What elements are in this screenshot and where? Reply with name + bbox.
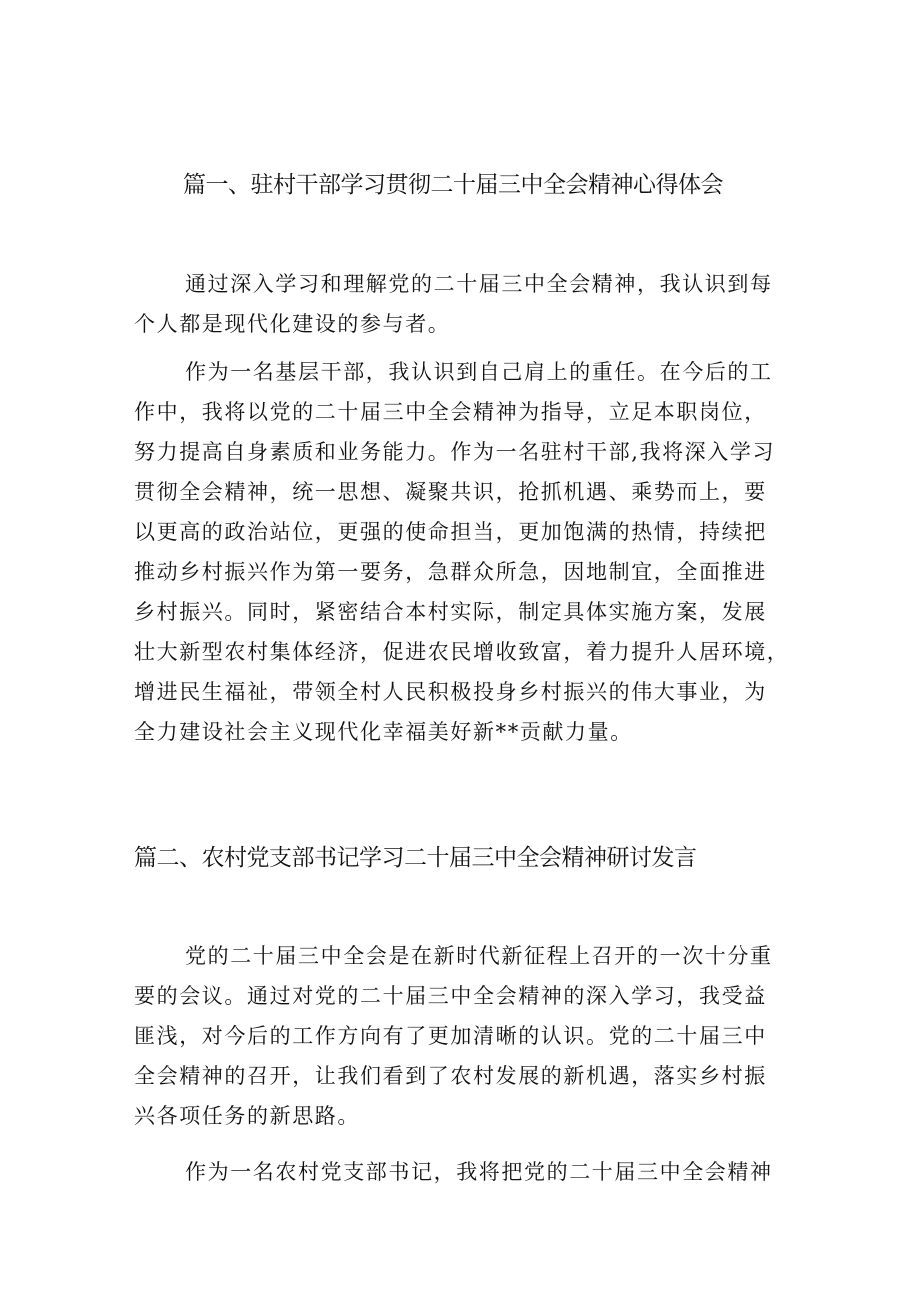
section-2-title: 篇二、农村党支部书记学习二十届三中全会精神研讨发言 (134, 845, 697, 871)
text-line: 全力建设社会主义现代化幸福美好新**贡献力量。 (134, 720, 633, 744)
text-line: 个人都是现代化建设的参与者。 (134, 312, 451, 336)
section-2-paragraph-2 (134, 1152, 794, 1192)
text-line: 以更高的政治站位，更强的使命担当，更加饱满的热情，持续把 (134, 520, 767, 544)
section-2-paragraph-1 (134, 936, 794, 1136)
text-line: 兴各项任务的新思路。 (134, 1104, 360, 1128)
text-line: 作中，我将以党的二十届三中全会精神为指导，立足本职岗位， (134, 400, 767, 424)
text-line: 匪浅，对今后的工作方向有了更加清晰的认识。党的二十届三中 (134, 1024, 767, 1048)
text-line: 贯彻全会精神，统一思想、凝聚共识，抢抓机遇、乘势而上，要 (134, 480, 767, 504)
text-line: 通过深入学习和理解党的二十届三中全会精神，我认识到每 (185, 272, 773, 296)
text-line: 壮大新型农村集体经济，促进农民增收致富，着力提升人居环境， (134, 640, 790, 664)
text-line: 增进民生福祉，带领全村人民积极投身乡村振兴的伟大事业，为 (134, 680, 767, 704)
section-1-title: 篇一、驻村干部学习贯彻二十届三中全会精神心得体会 (183, 172, 723, 198)
text-line: 要的会议。通过对党的二十届三中全会精神的深入学习，我受益 (134, 984, 767, 1008)
text-line: 党的二十届三中全会是在新时代新征程上召开的一次十分重 (185, 944, 773, 968)
text-line: 全会精神的召开，让我们看到了农村发展的新机遇，落实乡村振 (134, 1064, 767, 1088)
text-line: 作为一名基层干部，我认识到自己肩上的重任。在今后的工 (185, 360, 773, 384)
section-1-paragraph-1 (134, 264, 794, 344)
text-line: 努力提高自身素质和业务能力。作为一名驻村干部,我将深入学习 (134, 440, 776, 464)
section-1-paragraph-2 (134, 352, 794, 752)
text-line: 作为一名农村党支部书记，我将把党的二十届三中全会精神 (185, 1160, 773, 1184)
text-line: 乡村振兴。同时，紧密结合本村实际，制定具体实施方案，发展 (134, 600, 767, 624)
text-line: 推动乡村振兴作为第一要务，急群众所急，因地制宜，全面推进 (134, 560, 767, 584)
